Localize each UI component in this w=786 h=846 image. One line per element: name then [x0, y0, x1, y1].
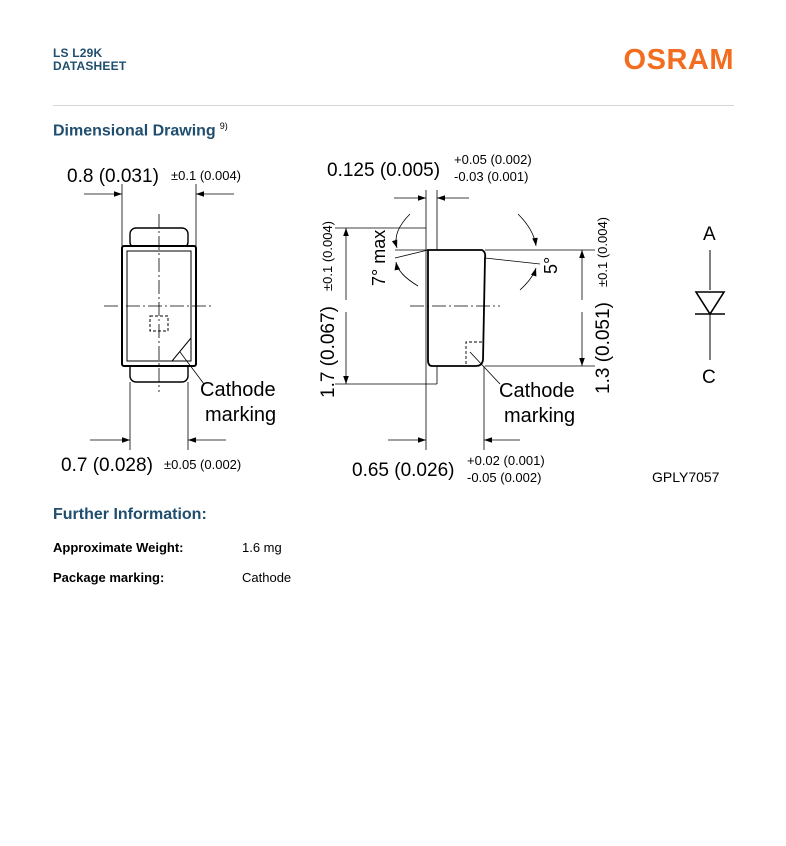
dim-height-left: 1.7 (0.067)	[318, 306, 339, 398]
dim-depth-tol-minus: -0.05 (0.002)	[467, 470, 542, 485]
dim-width-bottom-tol: ±0.05 (0.002)	[164, 457, 242, 472]
drawing-id: GPLY7057	[652, 469, 720, 485]
dim-thickness-tol-plus: +0.05 (0.002)	[454, 152, 532, 167]
dim-width-top: 0.8 (0.031)	[67, 166, 159, 187]
dim-height-left-tol: ±0.1 (0.004)	[320, 220, 335, 291]
angle-left-label: 7° max	[369, 229, 389, 286]
footnote-marker: 9)	[219, 121, 228, 131]
dim-height-right: 1.3 (0.051)	[593, 302, 614, 394]
section-title-text: Dimensional Drawing	[53, 122, 216, 140]
marking-value: Cathode	[242, 570, 292, 585]
cathode-label-left-2: marking	[205, 404, 277, 426]
document-type: DATASHEET	[53, 59, 127, 73]
product-name: LS L29K	[53, 46, 103, 60]
dim-depth-bottom: 0.65 (0.026)	[352, 460, 455, 481]
dim-thickness-top: 0.125 (0.005)	[327, 160, 441, 181]
angle-left-group	[369, 230, 389, 286]
diode-symbol	[695, 250, 725, 360]
dim-height-right-tol: ±0.1 (0.004)	[595, 216, 610, 287]
dim-depth-tol-plus: +0.02 (0.001)	[467, 453, 545, 468]
dim-width-top-tol: ±0.1 (0.004)	[171, 168, 242, 183]
osram-logo: OSRAM	[623, 44, 734, 76]
anode-label: A	[703, 224, 716, 245]
weight-label: Approximate Weight:	[53, 540, 184, 555]
dim-thickness-tol-minus: -0.03 (0.001)	[454, 169, 529, 184]
angle-right-group	[541, 257, 561, 274]
cathode-label-right-1: Cathode	[499, 380, 575, 402]
dim-width-bottom: 0.7 (0.028)	[61, 455, 153, 476]
cathode-symbol-label: C	[702, 367, 716, 388]
weight-value: 1.6 mg	[242, 540, 282, 555]
cathode-label-left-1: Cathode	[200, 379, 276, 401]
further-information-title: Further Information:	[53, 506, 207, 523]
marking-label: Package marking:	[53, 570, 165, 585]
angle-right-label: 5°	[541, 256, 561, 274]
dim-height-left-group	[318, 221, 339, 398]
dim-height-right-group	[593, 217, 614, 394]
cathode-label-right-2: marking	[504, 405, 576, 427]
